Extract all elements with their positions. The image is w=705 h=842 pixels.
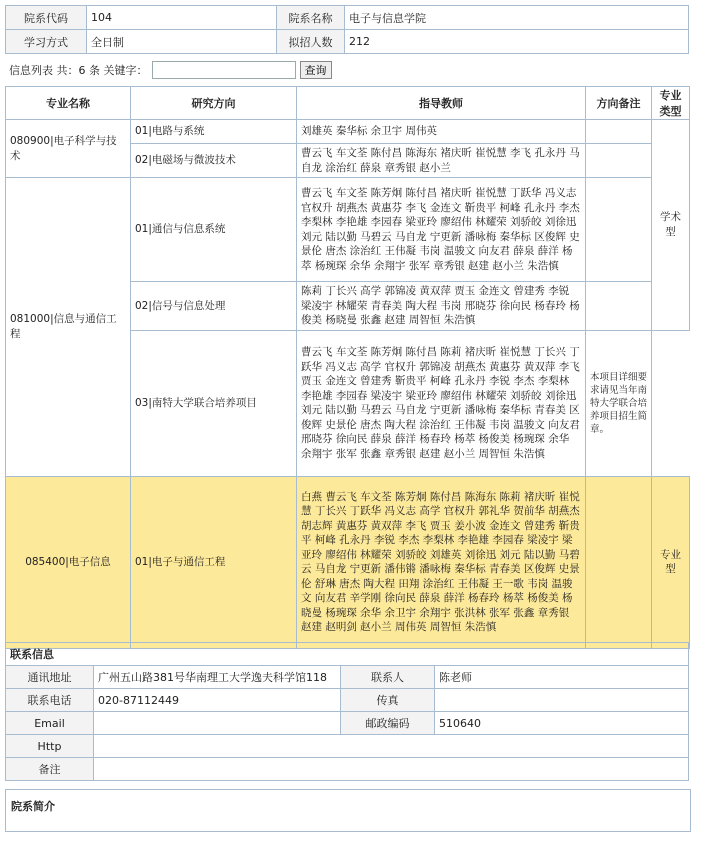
- zip-value: 510640: [435, 712, 689, 735]
- search-button[interactable]: 查询: [300, 61, 332, 79]
- fax-label: 传真: [341, 689, 435, 712]
- list-count-label: 信息列表 共：6 条 关键字：: [9, 64, 148, 77]
- major-085400: 085400|电子信息: [6, 476, 131, 648]
- major-080900: 080900|电子科学与技术: [6, 120, 131, 178]
- col-major: 专业名称: [6, 87, 131, 120]
- type-academic: 学术型: [652, 120, 690, 331]
- teachers-list: 刘雄英 秦华标 余卫宇 周伟英: [297, 120, 586, 144]
- direction-name[interactable]: 01|通信与信息系统: [131, 178, 297, 282]
- majors-table: [5, 86, 690, 649]
- email-label: Email: [6, 712, 94, 735]
- http-label: Http: [6, 735, 94, 758]
- teachers-list: 白燕 曹云飞 车文荃 陈芳炯 陈付昌 陈海东 陈莉 褚庆昕 崔悦慧 丁长兴 丁跃华 冯义志 高学 官权升 郭礼华 贺前华 胡燕杰 胡志辉 黄惠芬 黄双萍 李飞 贾玉 姜小波 金连文 曾建秀 靳贵平 柯峰 孔永丹 李锐 李杰 李梨林 李艳雄 李园春 梁凌宇 梁亚玲 廖绍伟 林耀荣 刘骄皎 刘雄英 刘徐迅 刘元 陆以勤 马碧云 马自龙 宁更新 潘伟锵 潘咏梅 秦华标 青春美 区俊辉 史景伦 舒琳 唐杰 陶大程 田翔 涂治红 王伟凝 王一歌 韦岗 温骏文 向友君 辛学刚 徐向民 薛泉 薛洋 杨春玲 杨萃 杨俊美 杨晓曼 杨琬琛 余华 余卫宇 余翔宇 张洪林 张军 张鑫 章秀银 赵建 赵明剑 赵小兰 周伟英 周智恒 朱浩慎: [297, 476, 586, 648]
- col-type: 专业类型: [652, 87, 690, 120]
- dept-name-value: 电子与信息学院: [345, 6, 689, 30]
- direction-remark: [586, 178, 652, 282]
- study-mode-value: 全日制: [87, 30, 277, 54]
- dept-code-value: 104: [87, 6, 277, 30]
- study-mode-label: 学习方式: [6, 30, 87, 54]
- address-label: 通讯地址: [6, 666, 94, 689]
- fax-value: [435, 689, 689, 712]
- col-teachers: 指导教师: [297, 87, 586, 120]
- direction-remark: [586, 120, 652, 144]
- direction-remark: [586, 144, 652, 178]
- major-081000: 081000|信息与通信工程: [6, 178, 131, 477]
- teachers-list: 陈莉 丁长兴 高学 郭锦凌 黄双萍 贾玉 金连文 曾建秀 李锐 梁凌宇 林耀荣 青春美 陶大程 韦岗 邢晓芬 徐向民 杨春玲 杨俊美 杨晓曼 张鑫 赵建 周智恒 朱浩慎: [297, 282, 586, 331]
- person-label: 联系人: [341, 666, 435, 689]
- note-label: 备注: [6, 758, 94, 781]
- teachers-list: 曹云飞 车文荃 陈芳炯 陈付昌 褚庆昕 崔悦慧 丁跃华 冯义志 官权升 胡燕杰 黄惠芬 李飞 金连文 靳贵平 柯峰 孔永丹 李杰 李梨林 李艳雄 李园春 梁亚玲 廖绍伟 林耀荣 刘骄皎 刘徐迅 刘元 陆以勤 马碧云 马自龙 宁更新 潘咏梅 秦华标 区俊辉 史景伦 唐杰 涂治红 王伟凝 韦岗 温骏文 向友君 薛泉 薛洋 杨萃 杨琬琛 余华 余翔宇 张军 章秀银 赵建 赵小兰 朱浩慎: [297, 178, 586, 282]
- person-value: 陈老师: [435, 666, 689, 689]
- email-value: [94, 712, 341, 735]
- quota-label: 拟招人数: [277, 30, 345, 54]
- http-value: [94, 735, 689, 758]
- phone-value: 020-87112449: [94, 689, 341, 712]
- keyword-input[interactable]: [152, 61, 296, 79]
- note-value: [94, 758, 689, 781]
- contact-section-title: 联系信息: [6, 643, 689, 666]
- direction-name[interactable]: 01|电子与通信工程: [131, 476, 297, 648]
- direction-remark: 本项目详细要求请见当年南特大学联合培养项目招生简章。: [586, 330, 652, 476]
- dept-code-label: 院系代码: [6, 6, 87, 30]
- direction-name[interactable]: 03|南特大学联合培养项目: [131, 330, 297, 476]
- direction-name[interactable]: 02|信号与信息处理: [131, 282, 297, 331]
- intro-title: 院系简介: [11, 800, 55, 813]
- department-info-table: [5, 5, 689, 54]
- phone-label: 联系电话: [6, 689, 94, 712]
- contact-table: [5, 642, 689, 781]
- address-value: 广州五山路381号华南理工大学逸夫科学馆118: [94, 666, 341, 689]
- direction-remark: [586, 476, 652, 648]
- type-professional: 专业型: [652, 476, 690, 648]
- direction-name[interactable]: 01|电路与系统: [131, 120, 297, 144]
- col-remark: 方向备注: [586, 87, 652, 120]
- direction-name[interactable]: 02|电磁场与微波技术: [131, 144, 297, 178]
- dept-name-label: 院系名称: [277, 6, 345, 30]
- search-bar: [9, 60, 332, 80]
- department-intro: [5, 789, 691, 832]
- zip-label: 邮政编码: [341, 712, 435, 735]
- col-direction: 研究方向: [131, 87, 297, 120]
- teachers-list: 曹云飞 车文荃 陈付昌 陈海东 褚庆昕 崔悦慧 李飞 孔永丹 马自龙 涂治红 薛泉 章秀银 赵小兰: [297, 144, 586, 178]
- teachers-list: 曹云飞 车文荃 陈芳炯 陈付昌 陈莉 褚庆昕 崔悦慧 丁长兴 丁跃华 冯义志 高学 官权升 郭锦凌 胡燕杰 黄惠芬 黄双萍 李飞 贾玉 金连文 曾建秀 靳贵平 柯峰 孔永丹 李锐 李杰 李梨林 李艳雄 李园春 梁凌宇 梁亚玲 廖绍伟 林耀荣 刘骄皎 刘徐迅 刘元 陆以勤 马碧云 马自龙 宁更新 潘咏梅 秦华标 青春美 区俊辉 史景伦 唐杰 陶大程 涂治红 王伟凝 韦岗 温骏文 向友君 邢晓芬 徐向民 薛泉 薛洋 杨春玲 杨萃 杨俊美 杨琬琛 余华 余翔宇 张军 张鑫 章秀银 赵建 赵小兰 周智恒 朱浩慎: [297, 330, 586, 476]
- quota-value: 212: [345, 30, 689, 54]
- direction-remark: [586, 282, 652, 331]
